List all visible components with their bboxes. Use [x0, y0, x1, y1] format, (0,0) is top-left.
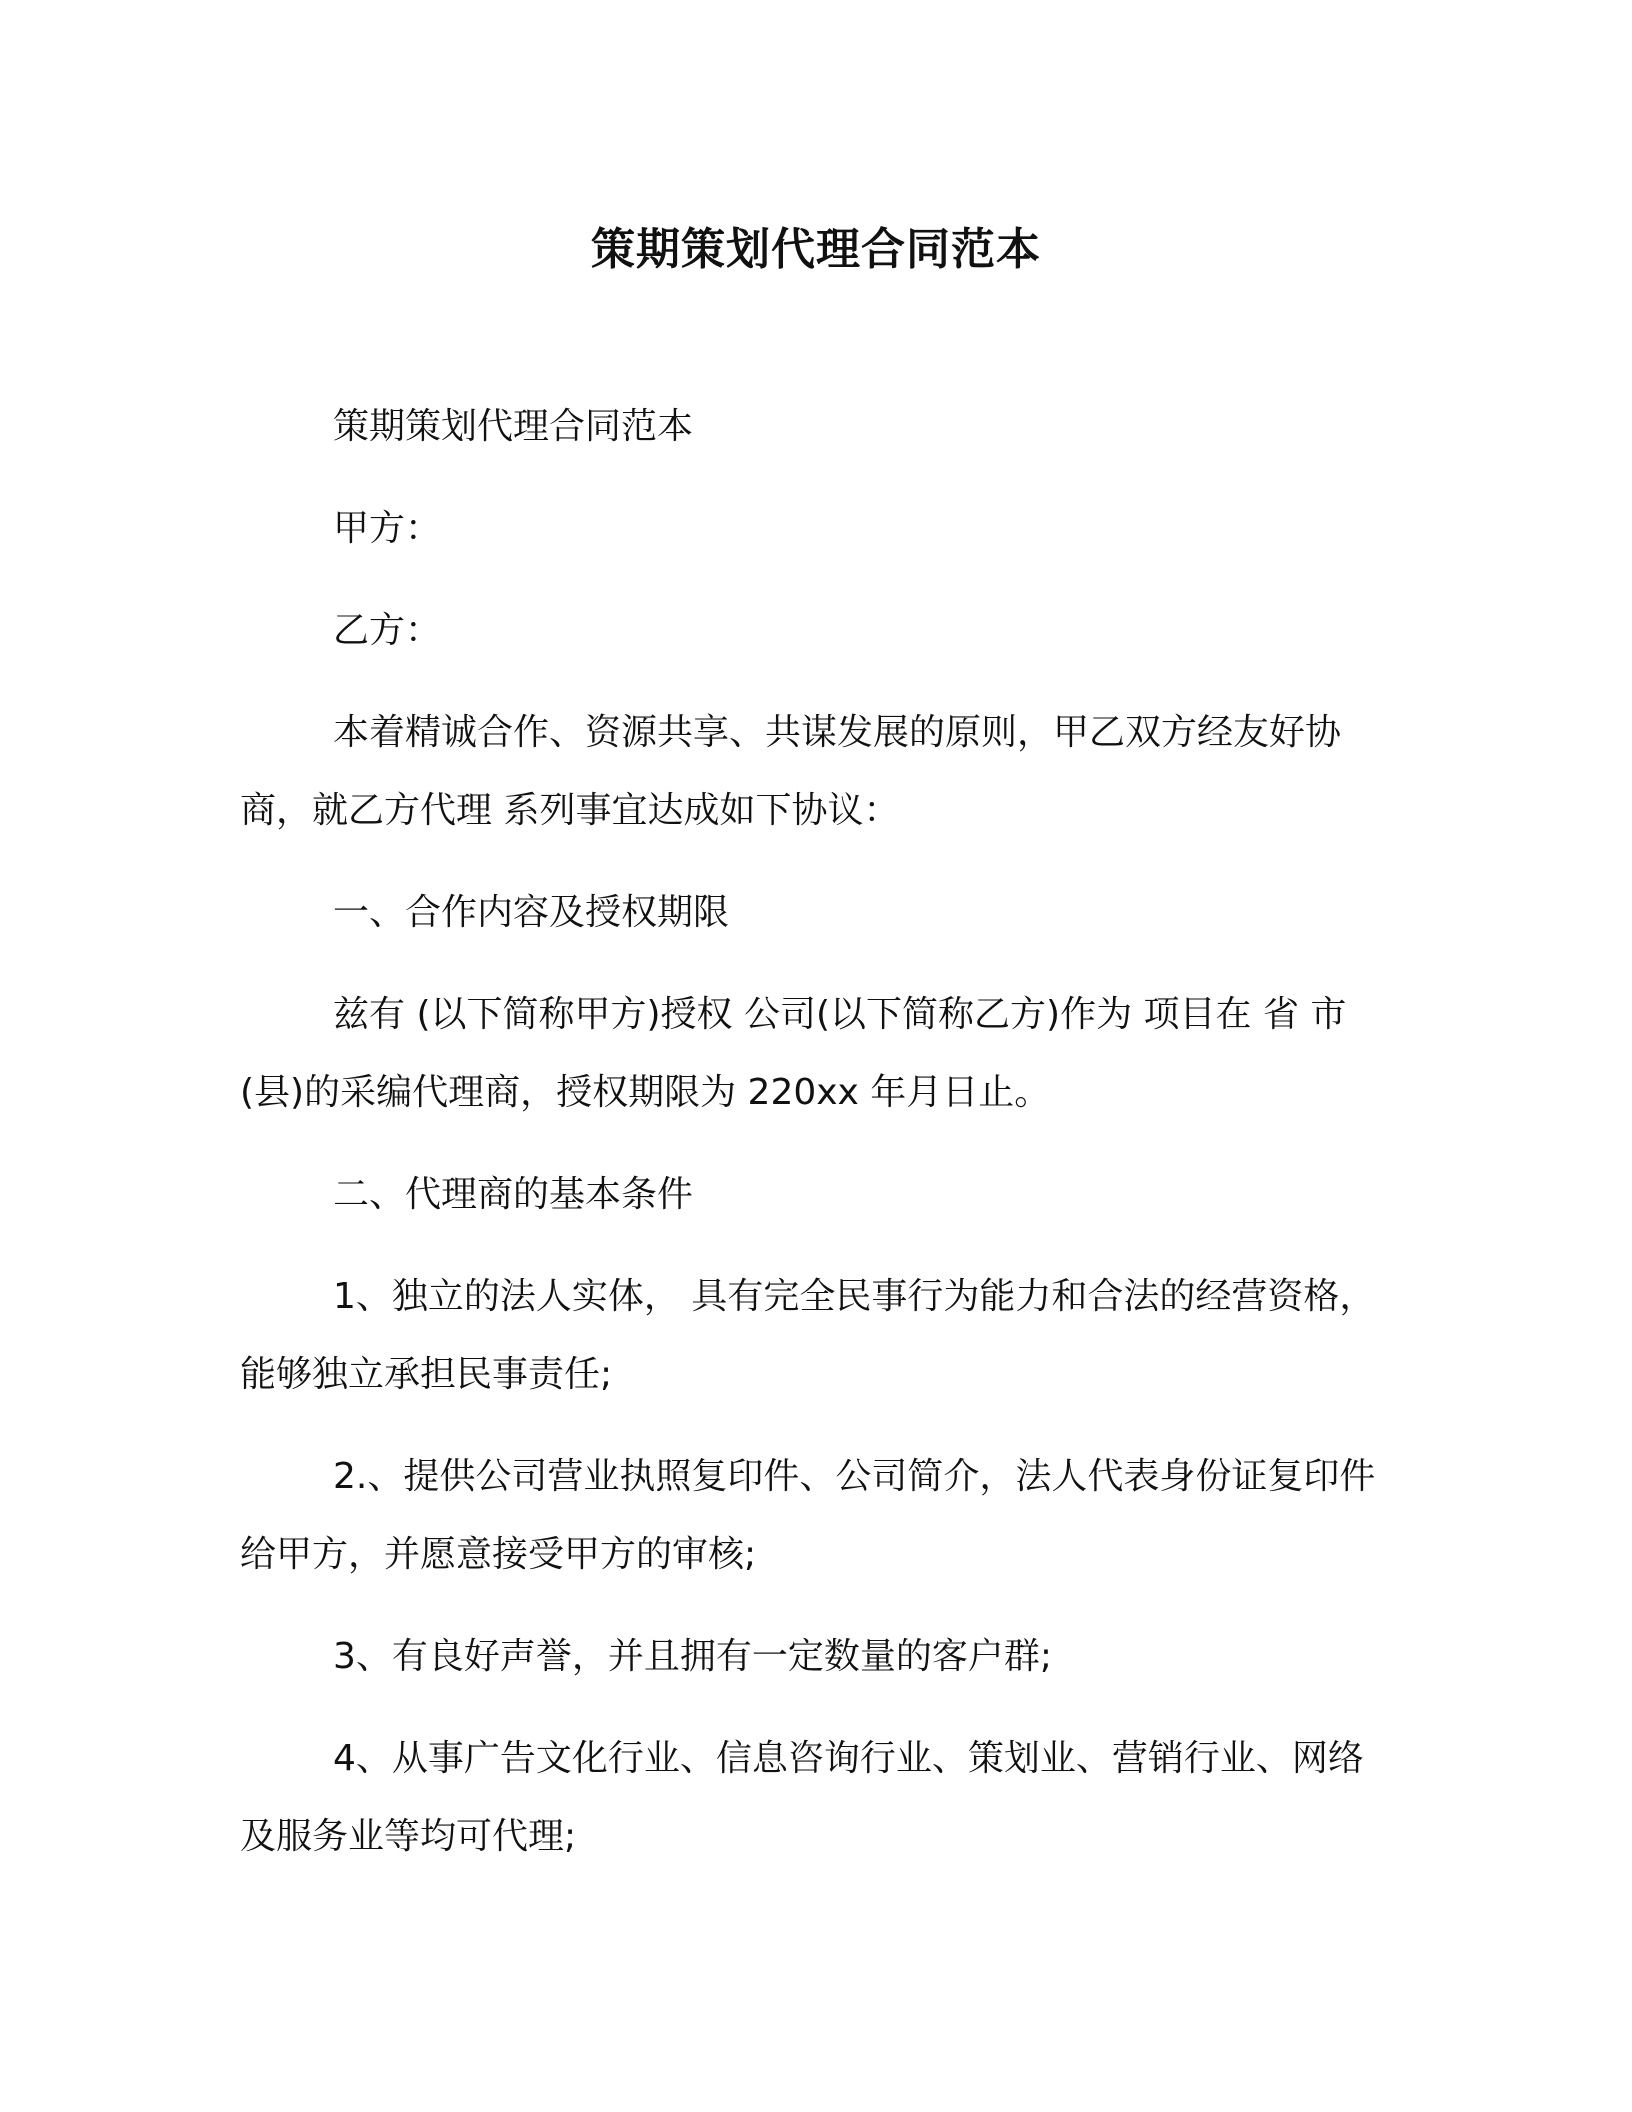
- document-body: [240, 388, 1392, 1900]
- condition-item-1: 1、独立的法人实体， 具有完全民事行为能力和合法的经营资格，能够独立承担民事责任;: [240, 1276, 1376, 1395]
- section-heading-2: 二、代理商的基本条件: [333, 1174, 694, 1215]
- condition-item-4: 4、从事广告文化行业、信息咨询行业、策划业、营销行业、网络及服务业等均可代理;: [240, 1738, 1364, 1857]
- condition-item-3: 3、有良好声誉，并且拥有一定数量的客户群;: [333, 1636, 1053, 1677]
- document-title: 策期策划代理合同范本: [591, 224, 1041, 275]
- paragraph-intro: 本着精诚合作、资源共享、共谋发展的原则，甲乙双方经友好协商，就乙方代理 系列事宜达成如下协议：: [240, 712, 1342, 831]
- paragraph-party-a: 甲方：: [333, 508, 442, 549]
- condition-item-2: 2.、提供公司营业执照复印件、公司简介，法人代表身份证复印件给甲方，并愿意接受甲方的审核;: [240, 1456, 1376, 1575]
- paragraph-heading: 策期策划代理合同范本: [333, 406, 694, 447]
- paragraph-authorization: 兹有 (以下简称甲方)授权 公司(以下简称乙方)作为 项目在 省 市(县)的采编代理商，授权期限为 220xx 年月日止。: [240, 994, 1347, 1113]
- paragraph-party-b: 乙方：: [333, 610, 442, 651]
- section-heading-1: 一、合作内容及授权期限: [333, 892, 730, 933]
